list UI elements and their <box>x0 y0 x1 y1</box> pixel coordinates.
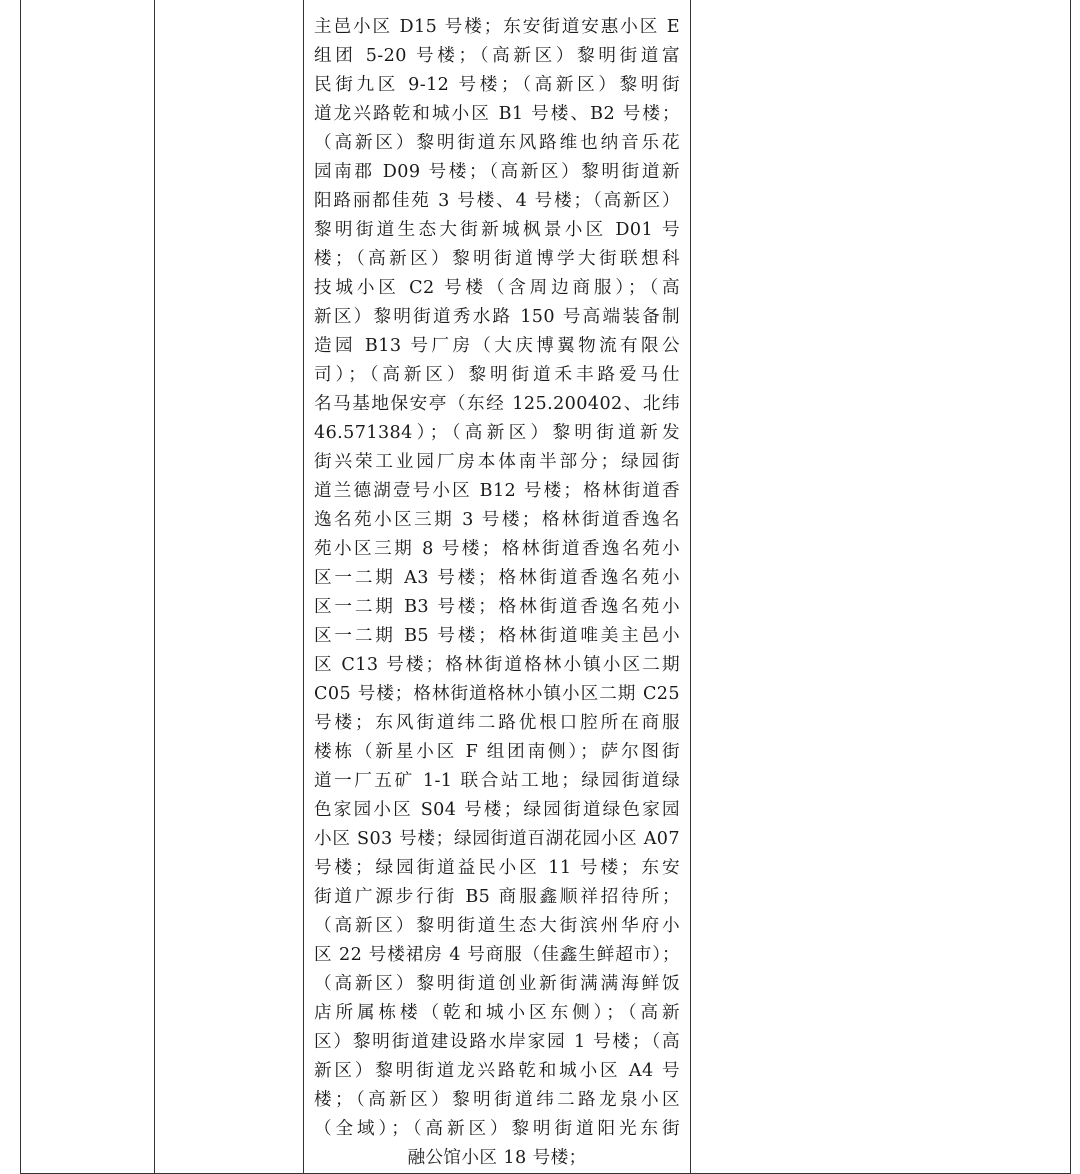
address-line: 区 C13 号楼；格林街道格林小镇小区二期 <box>314 655 680 675</box>
address-line: 楼栋（新星小区 F 组团南侧）；萨尔图街 <box>314 742 680 762</box>
address-line: 道一厂五矿 1-1 联合站工地；绿园街道绿 <box>314 771 680 791</box>
address-line: 组团 5-20 号楼；（高新区）黎明街道富 <box>314 46 680 66</box>
address-line: 46.571384）；（高新区）黎明街道新发 <box>314 423 680 443</box>
address-line: 区一二期 B3 号楼；格林街道香逸名苑小 <box>314 597 680 617</box>
table-cell-addresses <box>304 0 691 1174</box>
address-line: 楼；（高新区）黎明街道博学大街联想科 <box>314 249 680 269</box>
address-line: 楼；（高新区）黎明街道纬二路龙泉小区 <box>314 1090 680 1110</box>
address-line: （高新区）黎明街道东风路维也纳音乐花 <box>314 133 680 153</box>
address-line: （高新区）黎明街道生态大街滨州华府小 <box>314 916 680 936</box>
address-line: 逸名苑小区三期 3 号楼；格林街道香逸名 <box>314 510 680 530</box>
address-line: C05 号楼；格林街道格林小镇小区二期 C25 <box>314 684 680 704</box>
address-line: 区 22 号楼裙房 4 号商服（佳鑫生鲜超市）； <box>314 945 680 965</box>
address-line: 区）黎明街道建设路水岸家园 1 号楼；（高 <box>314 1032 680 1052</box>
address-line: 黎明街道生态大街新城枫景小区 D01 号 <box>314 220 680 240</box>
address-line: 阳路丽都佳苑 3 号楼、4 号楼；（高新区） <box>314 191 680 211</box>
address-line: （全域）；（高新区）黎明街道阳光东街 <box>314 1119 680 1139</box>
address-line: 道龙兴路乾和城小区 B1 号楼、B2 号楼； <box>314 104 680 124</box>
address-line: 融公馆小区 18 号楼； <box>407 1148 587 1168</box>
address-line: 园南郡 D09 号楼；（高新区）黎明街道新 <box>314 162 680 182</box>
address-line: 店所属栋楼（乾和城小区东侧）；（高新 <box>314 1003 680 1023</box>
table-cell-district <box>155 0 304 1174</box>
address-line: 区一二期 A3 号楼；格林街道香逸名苑小 <box>314 568 680 588</box>
address-line: 主邑小区 D15 号楼；东安街道安惠小区 E <box>314 17 680 37</box>
address-line: 号楼；绿园街道益民小区 11 号楼；东安 <box>314 858 680 878</box>
table-cell-notes <box>691 0 1071 1174</box>
address-line: 区一二期 B5 号楼；格林街道唯美主邑小 <box>314 626 680 646</box>
address-line: 民街九区 9-12 号楼；（高新区）黎明街 <box>314 75 680 95</box>
address-line: 司）；（高新区）黎明街道禾丰路爱马仕 <box>314 365 680 385</box>
address-line: 技城小区 C2 号楼（含周边商服）；（高 <box>314 278 680 298</box>
address-list <box>304 0 690 1173</box>
document-table <box>20 0 1071 1174</box>
table-row <box>21 0 1071 1174</box>
address-line: 名马基地保安亭（东经 125.200402、北纬 <box>314 394 680 414</box>
address-line: 道兰德湖壹号小区 B12 号楼；格林街道香 <box>314 481 680 501</box>
address-line: 苑小区三期 8 号楼；格林街道香逸名苑小 <box>314 539 680 559</box>
address-line: 造园 B13 号厂房（大庆博翼物流有限公 <box>314 336 680 356</box>
address-line: 新区）黎明街道秀水路 150 号高端装备制 <box>314 307 680 327</box>
address-line: 街兴荣工业园厂房本体南半部分；绿园街 <box>314 452 680 472</box>
address-line: （高新区）黎明街道创业新街满满海鲜饭 <box>314 974 680 994</box>
address-line: 号楼；东风街道纬二路优根口腔所在商服 <box>314 713 680 733</box>
address-line: 小区 S03 号楼；绿园街道百湖花园小区 A07 <box>314 829 680 849</box>
address-line: 街道广源步行街 B5 商服鑫顺祥招待所； <box>314 887 680 907</box>
address-line: 色家园小区 S04 号楼；绿园街道绿色家园 <box>314 800 680 820</box>
address-line: 新区）黎明街道龙兴路乾和城小区 A4 号 <box>314 1061 680 1081</box>
table-cell-index <box>21 0 155 1174</box>
